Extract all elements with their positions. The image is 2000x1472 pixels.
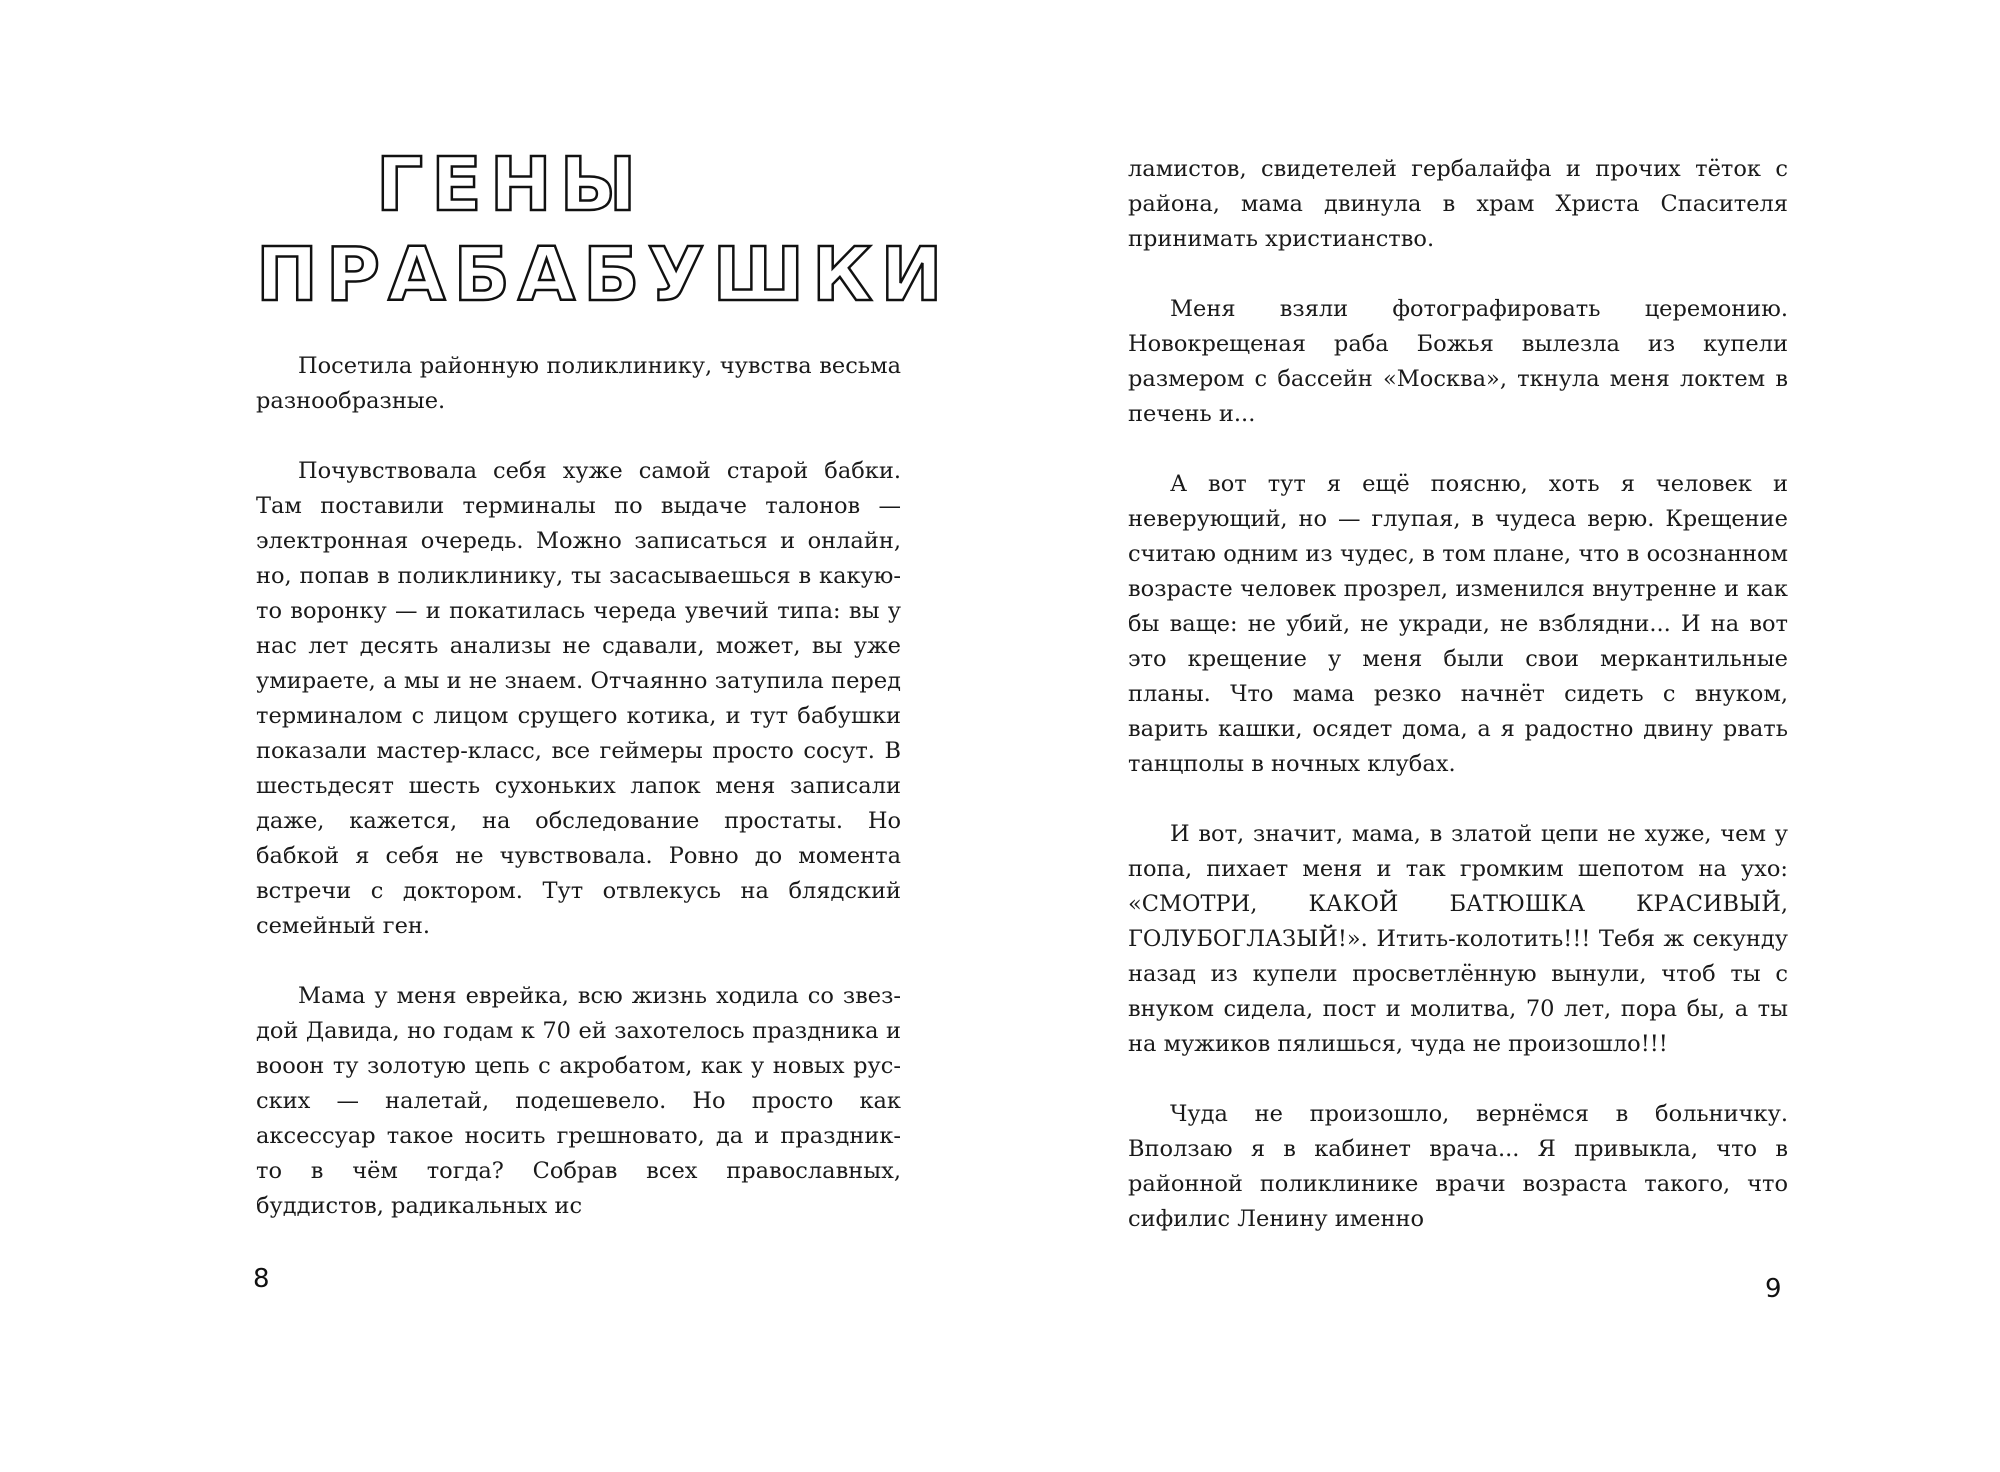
- chapter-title-line-1: ГЕНЫ: [376, 142, 645, 228]
- left-page-body: [256, 349, 901, 1259]
- paragraph: Чуда не произошло, вернёмся в больничку. Вползаю я в кабинет врача... Я привыкла, что в районной поликлинике врачи возраста такого, что сифилис Ленину именно: [1128, 1101, 1788, 1232]
- paragraph: Почувствовала себя хуже самой старой бабки. Там поставили терминалы по выдаче талонов — электронная очередь. Можно записаться и онлайн, но, попав в поликлинику, ты засасываешься в какую-то воронку — и покатилась череда увечий типа: вы у нас лет десять анализы не сдавали, может, вы уже умираете, а мы и не знаем. Отчаянно затупила перед терминалом с лицом срущего котика, и тут бабушки показали мастер-класс, все геймеры просто сосут. В шестьдесят шесть сухоньких лапок меня записали даже, кажется, на обследование простаты. Но бабкой я себя не чувствовала. Ровно до момента встречи с доктором. Тут отвлекусь на блядский семейный ген.: [256, 458, 901, 939]
- page-number-right: 9: [1765, 1274, 1782, 1304]
- page-number-left: 8: [253, 1264, 270, 1294]
- right-page: [1000, 0, 2000, 1472]
- chapter-title-line-2: ПРАБАБУШКИ: [256, 232, 951, 318]
- paragraph: А вот тут я ещё поясню, хоть я человек и неверующий, но — глупая, в чудеса верю. Крещение считаю одним из чудес, в том плане, что в осознанном возрасте человек прозрел, изменился внутренне и как бы ваще: не убий, не укради, не взблядни... И на вот это крещение у меня были свои меркантильные планы. Что мама резко начнёт сидеть с внуком, варить кашки, осядет дома, а я радостно двину рвать танцполы в ночных клубах.: [1128, 471, 1788, 777]
- paragraph: Посетила районную поликлинику, чувства весьма разнообразные.: [256, 353, 901, 414]
- chapter-title: [256, 140, 951, 320]
- paragraph-continued: ламистов, свидетелей гербалайфа и прочих тёток с района, мама двинула в храм Христа Спасителя принимать христианство.: [1128, 156, 1788, 252]
- paragraph: Меня взяли фотографировать церемонию. Новокрещеная раба Божья вылезла из купели размером с бассейн «Москва», ткнула меня локтем в печень и...: [1128, 296, 1788, 427]
- right-page-body: [1128, 152, 1788, 1272]
- paragraph: Мама у меня еврейка, всю жизнь ходила со звездой Давида, но годам к 70 ей захотелось праздника и вооон ту золотую цепь с акробатом, как у новых русских — налетай, подешевело. Но просто как аксессуар такое носить грешновато, да и праздник-то в чём тогда? Собрав всех православных, буддистов, радикальных ис: [256, 983, 901, 1219]
- paragraph: И вот, значит, мама, в златой цепи не хуже, чем у попа, пихает меня и так громким шепотом на ухо: «СМОТРИ, КАКОЙ БАТЮШКА КРАСИВЫЙ, ГОЛУБОГЛАЗЫЙ!». Итить-колотить!!! Тебя ж секунду назад из купели просветлённую вынули, чтоб ты с внуком сидела, пост и молитва, 70 лет, пора бы, а ты на мужиков пялишься, чуда не произошло!!!: [1128, 821, 1788, 1057]
